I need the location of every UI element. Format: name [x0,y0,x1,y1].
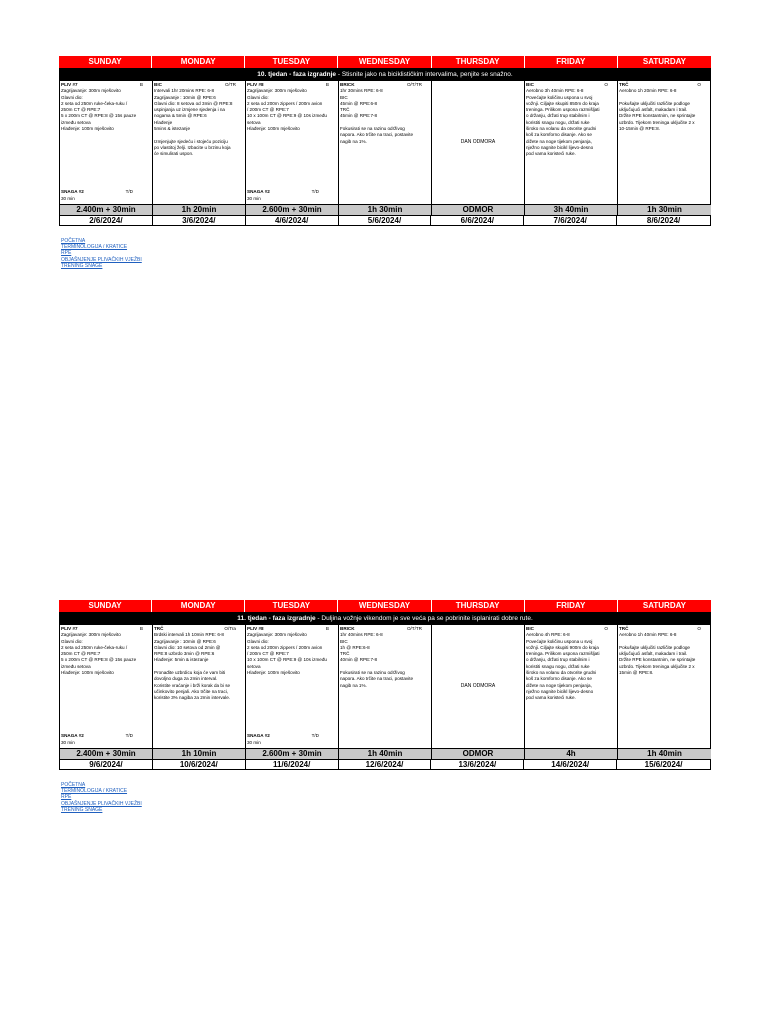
link-plivacke-vjezbe[interactable]: OBJAŠNJENJE PLIVAČKIH VJEŽBI [61,256,142,263]
workout-description: Aerobno 3h 40min RPE: 6-8 Povećajte količinu uspona u svoj vožnji. Ciljajte skupiti 850m do kraja treninga. Prilikom uspona razmišljati o držanju, držati trup stabilnim i koristiti snagu nogu, držati ruke široko na volanu da otvorite grudni koš za komforno disanje. Ako se dižete na noge tijekom penjanja, nježno nagnite bicikl lijevo-desno pod vama koristeći ruke. [526,88,600,157]
workout-tag: O/T/TR [406,82,422,87]
extra-duration: 30 min [247,195,261,201]
extra-tag: T/D [125,733,133,739]
day-header-wednesday: WEDNESDAY [338,600,431,612]
date-sunday: 9/6/2024/ [60,760,153,770]
total-tuesday: 2.600m + 30min [246,205,339,215]
workout-description: 1hr 40mins RPE: 6-8 BIC 1h @ RPE:6-8 TRČ 40min @ RPE:7-8 Fokusirati se na razinu održivog napora. Ako trčite na traci, postavite nagib na 1%. [340,632,414,688]
total-saturday: 1h 40min [647,749,682,758]
workout-tag: O [604,82,608,87]
day-header-monday: MONDAY [152,56,245,68]
day-header-wednesday: WEDNESDAY [338,56,431,68]
navigation-links [61,238,142,269]
workout-cell-wednesday [339,625,432,748]
workout-cell-monday [153,625,246,748]
date-thursday: 6/6/2024/ [431,216,524,226]
total-tuesday: 2.600m + 30min [246,749,339,759]
week-message: - Stisnite jako na biciklističkim intervalima, penjite se snažno. [336,71,513,78]
dates-row [59,759,711,770]
workout-description: Zagrijavanje: 300m mješovito Glavni dio: 2 seta od 200m zippers / 200m avion / 200m CT @ RPE:7 10 x 100m CT @ RPE:9 @ 10s između setova Hlađenje: 100m mješovito [247,88,327,132]
workout-tag: O/Tra [224,626,236,631]
workout-description: Zagrijavanje: 300m mješovito Glavni dio: 2 seta od 250m ruke-čeka-ruku / 250m CT @ RPE:7 5 x 200m CT @ RPE:8 @ 15s pauze između setova Hlađenje: 100m mješovito [61,632,137,676]
link-trening-snage[interactable]: TRENING SNAGE [61,806,103,813]
date-friday: 7/6/2024/ [524,216,617,226]
total-wednesday: 1h 40min [339,749,432,759]
workout-description: Zagrijavanje: 300m mješovito Glavni dio: 2 seta od 250m ruke-čeka-ruku / 250m CT @ RPE:7 5 x 200m CT @ RPE:8 @ 15s pauze između setova Hlađenje: 100m mješovito [61,88,137,132]
rest-day-label: DAN ODMORA [460,139,496,146]
workout-title: PLIV #8 [247,82,264,87]
week-10-schedule [59,56,711,226]
link-plivacke-vjezbe[interactable]: OBJAŠNJENJE PLIVAČKIH VJEŽBI [61,800,142,807]
total-saturday: 1h 30min [647,205,682,214]
dates-row [59,215,711,226]
day-header-sunday: SUNDAY [59,56,152,68]
total-sunday: 2.400m + 30min [60,749,153,759]
workout-cell-friday [525,81,618,204]
day-header-friday: FRIDAY [525,600,618,612]
workout-tag: B [325,82,329,87]
extra-title: SNAGA #2 [247,733,270,739]
extra-workout [61,733,151,746]
workout-tag: O/TR [225,82,236,87]
week-phase: 11. tjedan - faza izgradnje [237,615,316,622]
rest-day-label: DAN ODMORA [460,683,496,690]
workout-title: TRČ [154,626,164,631]
workout-tag: O [697,82,701,87]
total-sunday: 2.400m + 30min [60,205,153,215]
date-wednesday: 5/6/2024/ [339,216,432,226]
day-header-thursday: THURSDAY [432,56,525,68]
workout-title: PLIV #7 [61,82,78,87]
workout-title: BIC [526,82,534,87]
day-header-row [59,600,711,612]
date-monday: 3/6/2024/ [153,216,246,226]
workout-cell-wednesday [339,81,432,204]
date-thursday: 13/6/2024/ [431,760,524,770]
workout-cell-thursday [432,625,525,748]
workout-description: Aerobno 1h 40min RPE: 6-8 Pokušajte uključiti različite podloge uključujući asfalt, makadam i trail. Držite RPE konstantnim, ne sprintajte uzbrdo. Tijekom treninga uključite 2 x 15min @ RPE:8. [619,632,696,676]
link-rpe[interactable]: RPE [61,250,72,257]
total-friday: 4h [525,749,618,759]
week-phase: 10. tjedan - faza izgradnje [257,71,337,78]
extra-workout [61,189,151,202]
workout-description: Brdski intervali 1h 10min RPE: 6-8 Zagrijavanje : 10min @ RPE:6 Glavni dio: 10 setova od 2min @ RPE:8 uzbrdo 3min @ RPE:6 Hlađenje: 5min & istezanje Pronađite uzbrdicu koja će vam biti dovoljno duga za 2min interval. Koristite vraćanje i brži korak da bi se učinkovito penjali. Ako trčite na traci, koristite 3% nagiba za 2min intervale. [154,632,231,701]
extra-title: SNAGA #2 [61,733,84,739]
workout-title: PLIV #8 [247,626,264,631]
extra-title: SNAGA #2 [247,189,270,195]
link-terminologija[interactable]: TERMINOLOGIJA / KRATICE [61,244,128,251]
workout-cell-thursday [432,81,525,204]
total-thursday: ODMOR [432,205,525,215]
week-banner [59,68,711,81]
workout-cell-saturday [618,625,711,748]
extra-duration: 30 min [61,195,75,201]
extra-duration: 30 min [61,739,75,745]
day-header-friday: FRIDAY [525,56,618,68]
workout-cell-tuesday [246,81,339,204]
extra-workout [247,733,337,746]
total-thursday: ODMOR [432,749,525,759]
date-saturday: 8/6/2024/ [646,216,681,225]
workout-title: BIC [154,82,162,87]
day-header-sunday: SUNDAY [59,600,152,612]
workout-title: BRICK [340,626,355,631]
workout-row [59,625,711,748]
navigation-links [61,782,142,813]
date-tuesday: 11/6/2024/ [246,760,339,770]
extra-duration: 30 min [247,739,261,745]
workout-tag: B [325,626,329,631]
workout-cell-saturday [618,81,711,204]
workout-tag: B [139,626,143,631]
workout-title: BRICK [340,82,355,87]
workout-row [59,81,711,204]
total-monday: 1h 10min [153,749,246,759]
extra-tag: T/D [311,189,319,195]
workout-description: Aerobno 1h 20min RPE: 6-8 Pokušajte uključiti različite podloge uključujući asfalt, makadam i trail. Držite RPE konstantnim, ne sprintajte uzbrdo. Tijekom treninga uključite 2 x 10-15min @ RPE:8. [619,88,696,132]
workout-cell-friday [525,625,618,748]
totals-row [59,748,711,759]
extra-workout [247,189,337,202]
week-message: - Duljina vožnje vikendom je sve veća pa se pobrinite isplanirati dobre rute. [315,615,533,622]
date-tuesday: 4/6/2024/ [246,216,339,226]
workout-cell-sunday [60,81,153,204]
total-wednesday: 1h 30min [339,205,432,215]
workout-description: Zagrijavanje: 300m mješovito Glavni dio: 2 seta od 200m zippers / 200m avion / 200m CT @ RPE:7 10 x 100m CT @ RPE:9 @ 10s između setova Hlađenje: 100m mješovito [247,632,327,676]
date-friday: 14/6/2024/ [524,760,617,770]
workout-title: TRČ [619,626,629,631]
link-pocetna[interactable]: POČETNA [61,782,86,788]
workout-tag: O/T/TR [406,626,422,631]
link-rpe[interactable]: RPE [61,794,72,801]
workout-description: 1hr 30mins RPE: 6-8 BIC 45min @ RPE:6-8 TRČ 45min @ RPE:7-8 Fokusirati se na razinu održivog napora. Ako trčite na traci, postavite nagib na 1%. [340,88,414,144]
workout-cell-tuesday [246,625,339,748]
link-terminologija[interactable]: TERMINOLOGIJA / KRATICE [61,788,128,795]
totals-row [59,204,711,215]
day-header-tuesday: TUESDAY [245,56,338,68]
date-wednesday: 12/6/2024/ [339,760,432,770]
day-header-saturday: SATURDAY [618,56,711,68]
link-trening-snage[interactable]: TRENING SNAGE [61,262,103,269]
workout-description: Aerobno 4h RPE: 6-8 Povećajte količinu uspona u svoj vožnji. Ciljajte skupiti 900m do kraja treninga. Prilikom uspona razmišljati o držanju, držati trup stabilnim i koristiti snagu nogu, držati ruke široko na volanu da otvorite grudni koš za komforno disanje. Ako se dižete na noge tijekom penjanja, nježno nagnite bicikl lijevo-desno pod vama koristeći ruke. [526,632,600,701]
workout-cell-sunday [60,625,153,748]
date-sunday: 2/6/2024/ [60,216,153,226]
extra-tag: T/D [125,189,133,195]
total-monday: 1h 20min [153,205,246,215]
workout-title: PLIV #7 [61,626,78,631]
workout-title: BIC [526,626,534,631]
workout-description: Intervali 1hr 20mins RPE: 6-8 Zagrijavanje : 10min @ RPE:6 Glavni dio: 8 setova od 3min @ RPE:8 uspinjanja uz izmjene sjedenja i na nogama & 5min @ RPE:6 Hlađenje 5mins & istezanje Izmjenjujte sjedeću i stojeću poziciju po vlastitoj želji. Izbacite u brzinu koja će simulirati uspon. [154,88,233,157]
link-pocetna[interactable]: POČETNA [61,238,86,244]
week-11-schedule [59,600,711,770]
extra-title: SNAGA #2 [61,189,84,195]
total-friday: 3h 40min [525,205,618,215]
date-monday: 10/6/2024/ [153,760,246,770]
day-header-monday: MONDAY [152,600,245,612]
day-header-thursday: THURSDAY [432,600,525,612]
week-banner [59,612,711,625]
workout-cell-monday [153,81,246,204]
workout-title: TRČ [619,82,629,87]
workout-tag: O [697,626,701,631]
day-header-tuesday: TUESDAY [245,600,338,612]
extra-tag: T/D [311,733,319,739]
date-saturday: 15/6/2024/ [644,760,683,769]
workout-tag: O [604,626,608,631]
workout-tag: B [139,82,143,87]
day-header-row [59,56,711,68]
day-header-saturday: SATURDAY [618,600,711,612]
